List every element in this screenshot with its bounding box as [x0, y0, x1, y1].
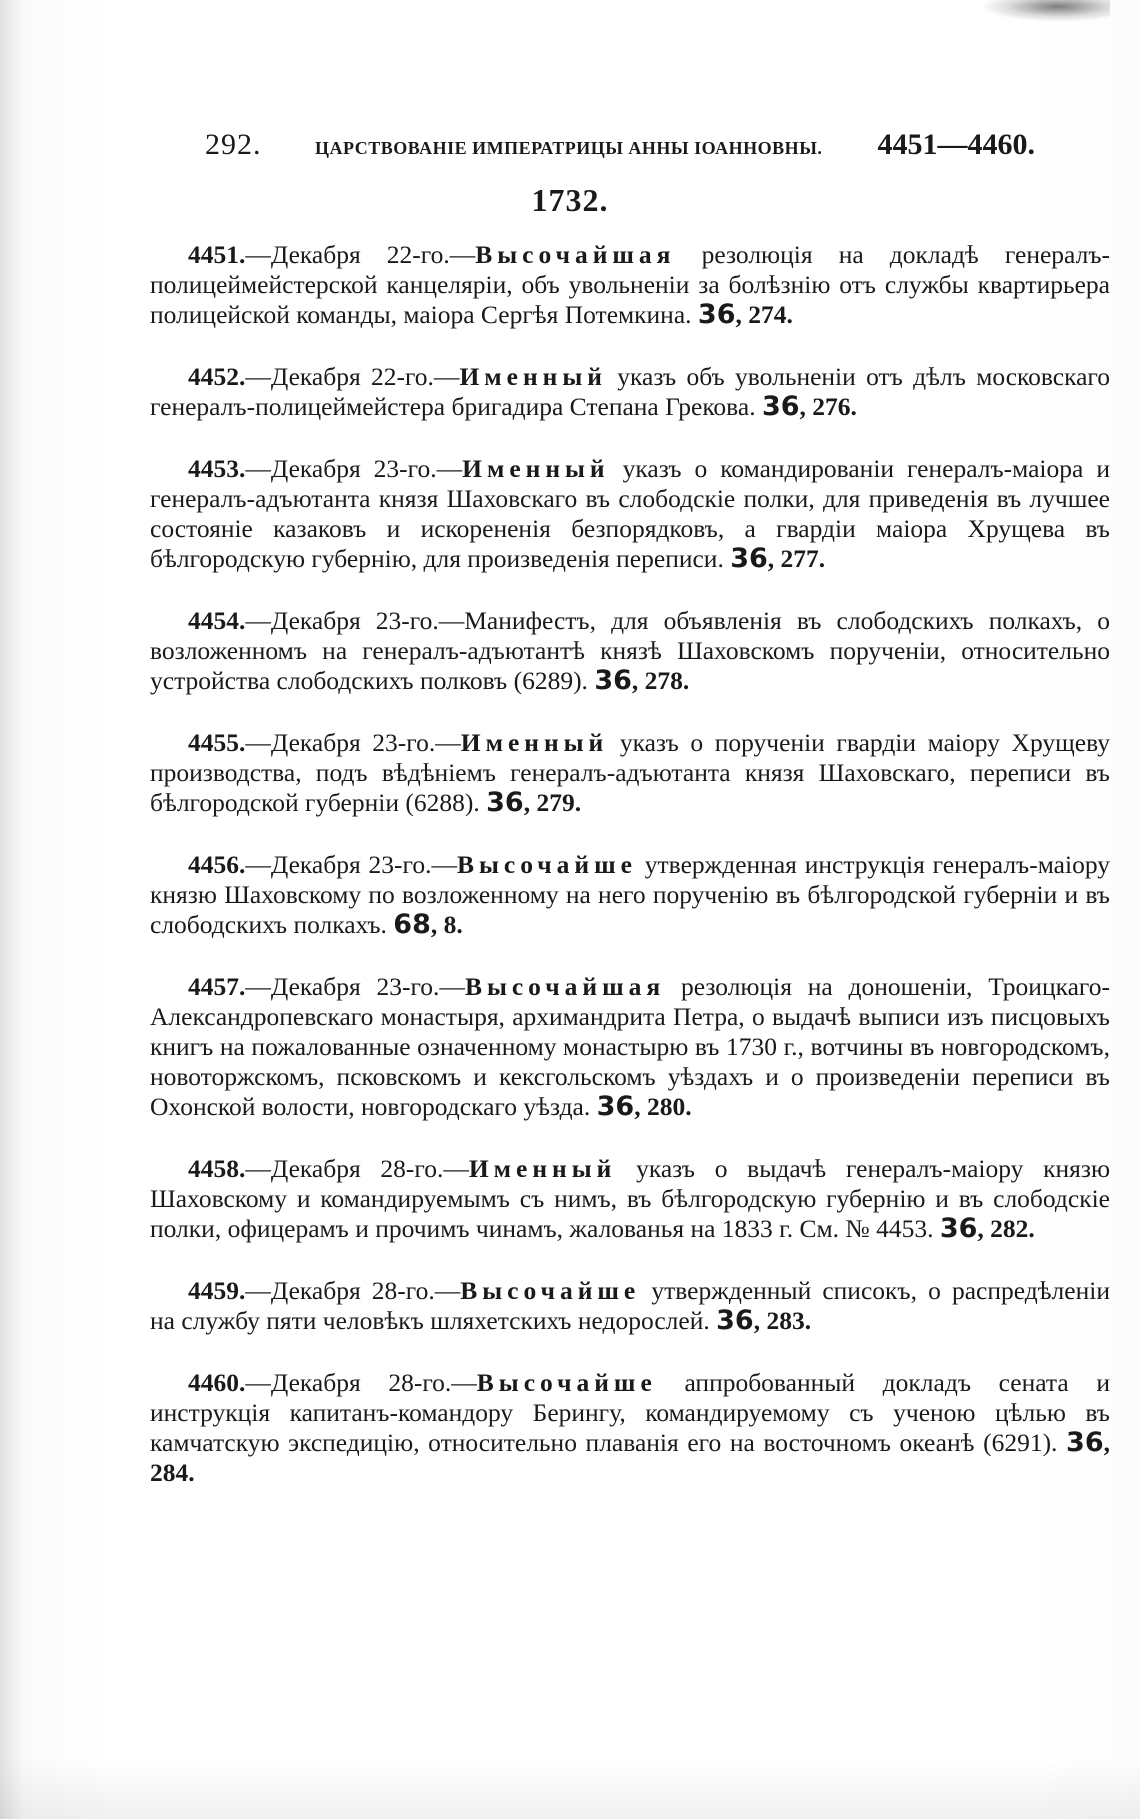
entry-ref-page: , 276. — [799, 392, 857, 421]
entry-type: Высочайше — [476, 1368, 657, 1397]
entry-number: 4460. — [188, 1368, 246, 1397]
page-number: 292. — [205, 128, 262, 161]
entry-text: указъ объ увольненіи отъ дѣлъ московскаго генералъ-полицеймейстера бригадира Степана Грекова. — [150, 362, 1110, 421]
entry-type: Именный — [460, 728, 609, 757]
entry-date: —Декабря 28-го.— — [245, 1368, 477, 1397]
entry-date: —Декабря 28-го.— — [245, 1154, 469, 1183]
entry-ref-volume: 36 — [939, 1213, 978, 1244]
entry-4460 — [150, 1368, 1110, 1488]
entry-text: указъ о порученіи гвардіи маіору Хрущеву производства, подъ вѣдѣніемъ генералъ-адъютанта князя Шаховскаго, переписи въ бѣлгородской губерніи (6288). — [150, 728, 1110, 817]
entry-text: резолюція на доношеніи, Троицкаго-Александропевскаго монастыря, архимандрита Петра, о выдачѣ выписи изъ писцовыхъ книгъ на пожалованные означенному монастырю въ 1730 г., вотчины въ новгородскомъ, новоторжскомъ, псковскомъ и кексгольскомъ уѣздахъ и о произведеніи переписи въ Охонской волости, новгородскаго уѣзда. — [150, 972, 1110, 1121]
entry-ref-page: , 282. — [977, 1214, 1035, 1243]
entry-date: —Декабря 23-го.— — [245, 972, 465, 1001]
entry-number: 4454. — [188, 606, 246, 635]
ink-smudge — [980, 0, 1110, 22]
entry-text: Манифестъ, для объявленія въ слободскихъ полкахъ, о возложенномъ на генералъ-адъютантѣ князѣ Шаховскомъ порученіи, относительно устройства слободскихъ полковъ (6289). — [150, 606, 1110, 695]
entry-number: 4455. — [188, 728, 246, 757]
entry-ref-page: , 274. — [735, 300, 793, 329]
entry-type: Высочайшая — [464, 972, 666, 1001]
entry-4451 — [150, 240, 1110, 330]
entry-number: 4452. — [188, 362, 246, 391]
entry-type: Именный — [459, 362, 607, 391]
entry-ref-page: , 284. — [150, 1428, 1110, 1487]
entry-text: аппробованный докладъ сената и инструкція капитанъ-командору Берингу, командируемому съ ученою цѣлью въ камчатскую экспедицію, относительно плаванія его на восточномъ океанѣ (6291). — [150, 1368, 1110, 1457]
running-title: ЦАРСТВОВАНІЕ ИМПЕРАТРИЦЫ АННЫ ІОАННОВНЫ. — [315, 138, 823, 158]
entry-ref-page: , 283. — [753, 1306, 812, 1335]
entry-number: 4459. — [188, 1276, 246, 1305]
entry-type: Высочайше — [456, 850, 637, 879]
entry-date: —Декабря 28-го.— — [245, 1276, 461, 1305]
entry-text: указъ о командированіи генералъ-маіора и генералъ-адъютанта князя Шаховскаго въ слободскіе полки, для приведенія въ лучшее состояніе казаковъ и искорененія безпорядковъ, а гвардіи маіора Хрущева въ бѣлгородскую губернію, для произведенія переписи. — [150, 454, 1110, 573]
entry-number: 4453. — [188, 454, 246, 483]
entry-ref-volume: 36 — [697, 299, 736, 330]
entry-text: резолюція на докладѣ генералъ-полицеймейстерской канцеляріи, объ увольненіи за болѣзнію отъ службы квартирьера полицейской команды, маіора Сергѣя Потемкина. — [150, 240, 1110, 329]
entry-4452 — [150, 362, 1110, 422]
entry-ref-page: , 280. — [634, 1092, 692, 1121]
entry-ref-volume: 36 — [730, 543, 768, 574]
entry-type: Именный — [468, 1154, 617, 1183]
entry-number: 4456. — [188, 850, 246, 879]
entry-ref-volume: 36 — [486, 787, 524, 818]
entry-type: Высочайше — [460, 1276, 641, 1305]
entry-text: утвержденный списокъ, о распредѣленіи на службу пяти человѣкъ шляхетскихъ недорослей. — [150, 1276, 1110, 1335]
entry-ref-volume: 36 — [596, 1091, 635, 1122]
entry-ref-volume: 36 — [761, 391, 800, 422]
entry-4459 — [150, 1276, 1110, 1336]
entry-4457 — [150, 972, 1110, 1122]
entry-number: 4451. — [188, 240, 246, 269]
entry-ref-page: , 277. — [767, 544, 826, 573]
entry-date: —Декабря 23-го.— — [245, 728, 461, 757]
entry-date: —Декабря 22-го.— — [245, 240, 476, 269]
entry-date: —Декабря 23-го.— — [245, 606, 465, 635]
entry-4458 — [150, 1154, 1110, 1244]
page-gutter-shadow — [0, 0, 22, 1819]
entry-text: утвержденная инструкція генералъ-маіору князю Шаховскому по возложенному на него порученію въ бѣлгородской губерніи и въ слободскихъ полкахъ. — [150, 850, 1110, 939]
entry-ref-volume: 36 — [1066, 1427, 1104, 1458]
entry-ref-page: , 278. — [631, 666, 690, 695]
entry-date: —Декабря 23-го.— — [245, 850, 457, 879]
entry-number: 4458. — [188, 1154, 246, 1183]
entry-ref-page: , 8. — [430, 910, 463, 939]
entry-text: указъ о выдачѣ генералъ-маіору князю Шаховскому и командируемымъ съ нимъ, въ бѣлгородскую губернію и въ слободскіе полки, офицерамъ и прочимъ чинамъ, жалованья на 1833 г. См. № 4453. — [150, 1154, 1110, 1243]
entry-number: 4457. — [188, 972, 246, 1001]
entry-4453 — [150, 454, 1110, 574]
entry-date: —Декабря 22-го.— — [245, 362, 460, 391]
entry-type: Высочайшая — [475, 240, 676, 269]
entry-4454 — [150, 606, 1110, 696]
entries-list — [150, 240, 1110, 1520]
entry-4456 — [150, 850, 1110, 940]
entry-ref-page: , 279. — [523, 788, 582, 817]
page-bottom-shadow — [0, 1759, 1140, 1819]
entry-type: Именный — [462, 454, 610, 483]
entry-4455 — [150, 728, 1110, 818]
entry-ref-volume: 36 — [594, 665, 632, 696]
entry-ref-volume: 36 — [716, 1305, 754, 1336]
entry-range: 4451—4460. — [877, 128, 1035, 161]
year-heading: 1732. — [531, 182, 609, 218]
entry-date: —Декабря 23-го.— — [245, 454, 463, 483]
entry-ref-volume: 68 — [393, 909, 431, 940]
running-header — [205, 128, 1035, 162]
